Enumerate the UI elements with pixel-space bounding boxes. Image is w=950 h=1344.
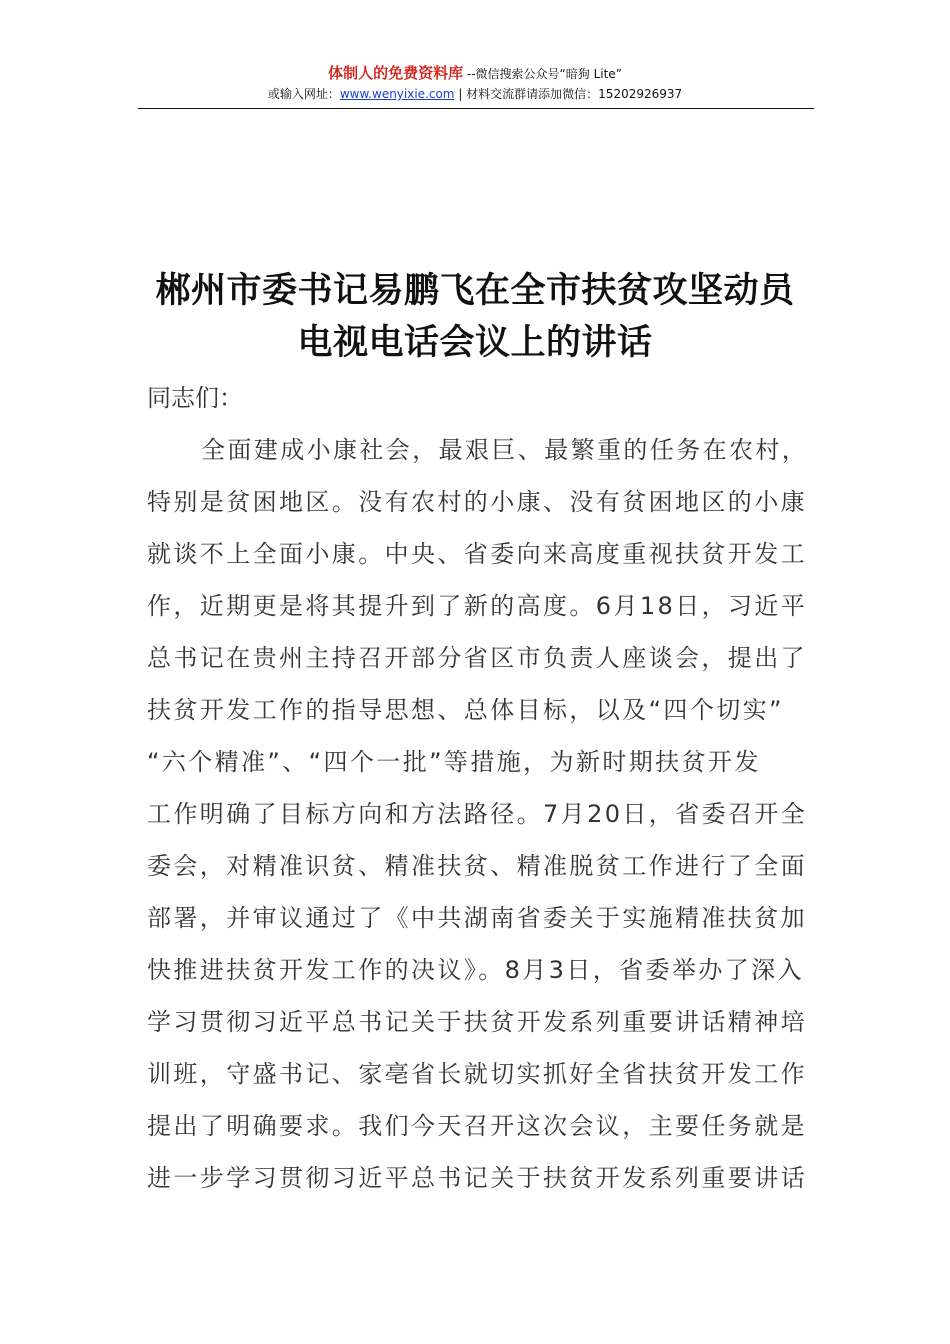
title-line-2: 电视电话会议上的讲话 (297, 322, 653, 363)
paragraph-line: 提出了明确要求。我们今天召开这次会议，主要任务就是 (147, 1112, 807, 1140)
header-contact-line (0, 85, 950, 103)
document-body (147, 372, 807, 1204)
paragraph-line: 快推进扶贫开发工作的决议》。8月3日，省委举办了深入 (147, 956, 804, 984)
header-url-link[interactable]: www.wenyixie.com (339, 87, 455, 101)
paragraph-line: 部署，并审议通过了《中共湖南省委关于实施精准扶贫加 (147, 904, 807, 932)
paragraph-line: 扶贫开发工作的指导思想、总体目标，以及“四个切实” (147, 696, 784, 724)
header-brand: 体制人的免费资料库 (328, 64, 464, 82)
header-banner (0, 62, 950, 85)
document-title (100, 265, 850, 369)
title-line-1: 郴州市委书记易鹏飞在全市扶贫攻坚动员 (155, 270, 795, 311)
paragraph-line: 作，近期更是将其提升到了新的高度。6月18日，习近平 (147, 592, 808, 620)
paragraph-line: 总书记在贵州主持召开部分省区市负责人座谈会，提出了 (147, 644, 807, 672)
paragraph-line: 特别是贫困地区。没有农村的小康、没有贫困地区的小康 (147, 488, 807, 516)
header-tagline: --微信搜索公众号“暗狗 Lite” (463, 67, 622, 81)
header-divider (138, 108, 814, 109)
paragraph-line: 训班，守盛书记、家亳省长就切实抓好全省扶贫开发工作 (147, 1060, 807, 1088)
header-contact: | 材料交流群请添加微信：15202926937 (454, 87, 683, 101)
paragraph-line: 进一步学习贯彻习近平总书记关于扶贫开发系列重要讲话 (147, 1164, 807, 1192)
paragraph-line: 工作明确了目标方向和方法路径。7月20日，省委召开全 (147, 800, 808, 828)
greeting: 同志们： (147, 384, 243, 412)
paragraph-line: “六个精准”、“四个一批”等措施，为新时期扶贫开发 (147, 748, 761, 776)
paragraph-line: 学习贯彻习近平总书记关于扶贫开发系列重要讲话精神培 (147, 1008, 807, 1036)
paragraph-line: 就谈不上全面小康。中央、省委向来高度重视扶贫开发工 (147, 540, 807, 568)
paragraph-line: 全面建成小康社会，最艰巨、最繁重的任务在农村， (201, 436, 809, 464)
paragraph-line: 委会，对精准识贫、精准扶贫、精准脱贫工作进行了全面 (147, 852, 807, 880)
page-header (0, 62, 950, 103)
header-url-prefix: 或输入网址： (267, 87, 340, 101)
